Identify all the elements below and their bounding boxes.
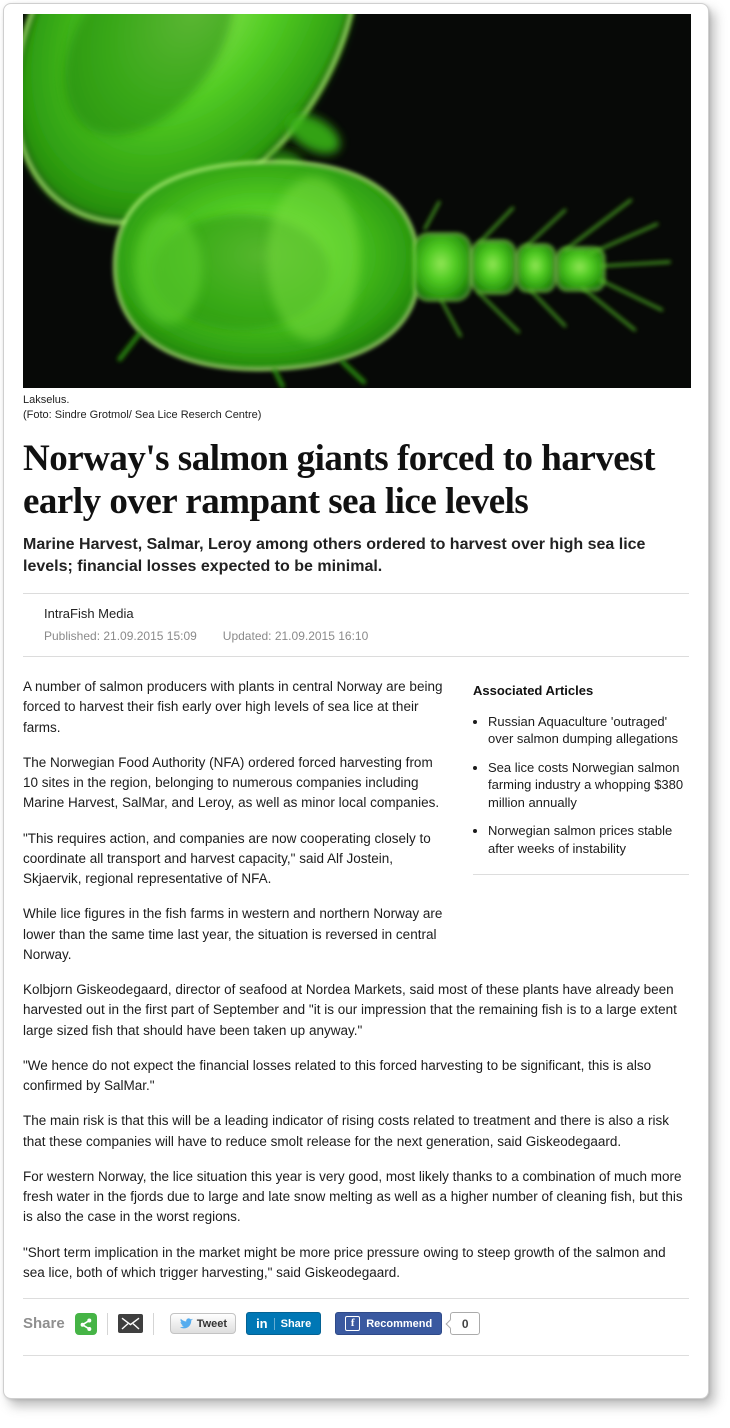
linkedin-share-label: Share <box>280 1317 312 1330</box>
sharethis-button[interactable] <box>75 1313 97 1335</box>
article-paragraph: "This requires action, and companies are now cooperating closely to coordinate all transport and harvest capacity," said Alf Jostein, Skjaervik, regional representative of NFA. <box>23 830 431 887</box>
article-paragraph: For western Norway, the lice situation this year is very good, most likely thanks to a combination of much more fresh water in the fjords due to large and late snow melting as well as a higher number of cleaning fish, but this is also the case in the worst regions. <box>23 1168 683 1225</box>
facebook-recommend-button[interactable] <box>335 1312 442 1335</box>
linkedin-button-divider <box>274 1318 275 1330</box>
linkedin-logo-icon: in <box>256 1316 268 1332</box>
associated-divider <box>473 874 689 875</box>
published-timestamp: Published: 21.09.2015 15:09 <box>44 629 197 644</box>
tweet-button[interactable] <box>170 1313 236 1334</box>
twitter-bird-icon <box>179 1318 193 1330</box>
article-paragraph: The main risk is that this will be a leading indicator of rising costs related to treatment and there is also a risk that these companies will have to reduce smolt release for the next generation, said Giskeodegaard. <box>23 1113 670 1149</box>
share-divider <box>107 1313 108 1335</box>
photo-caption-credit: (Foto: Sindre Grotmol/ Sea Lice Reserch Centre) <box>23 408 262 421</box>
associated-article-link[interactable]: • Norwegian salmon prices stable after weeks of instability <box>488 822 689 857</box>
share-nodes-icon <box>79 1317 93 1331</box>
sea-lice-illustration <box>23 14 691 388</box>
photo-caption-title: Lakselus. <box>23 394 70 406</box>
associated-article-link[interactable]: • Russian Aquaculture 'outraged' over salmon dumping allegations <box>488 713 689 748</box>
linkedin-share-button[interactable] <box>246 1312 321 1335</box>
article-standfirst: Marine Harvest, Salmar, Leroy among others ordered to harvest over high sea lice levels; financial losses expected to be minimal. <box>23 536 646 575</box>
facebook-recommend-count: 0 <box>450 1312 480 1335</box>
article-paragraph: The Norwegian Food Authority (NFA) ordered forced harvesting from 10 sites in the region, belonging to numerous companies including Marine Harvest, SalMar, and Leroy, as well as minor local companies. <box>23 754 440 811</box>
byline-meta <box>44 629 689 643</box>
photo-caption <box>23 393 689 423</box>
hero-figure <box>23 14 689 423</box>
facebook-recommend-label: Recommend <box>366 1317 433 1330</box>
article-paragraph: Kolbjorn Giskeodegaard, director of seafood at Nordea Markets, said most of these plants have already been harvested out in the first part of September and "it is our impression that the remaining fish is to a large extent large sized fish that should have been taken up anyway." <box>23 982 677 1038</box>
article-headline: Norway's salmon giants forced to harvest early over rampant sea lice levels <box>23 437 655 523</box>
article-paragraph: "Short term implication in the market might be more price pressure owing to steep growth of the salmon and sea lice, both of which trigger harvesting," said Giskeodegaard. <box>23 1244 666 1280</box>
share-bar <box>23 1298 689 1349</box>
byline-source: IntraFish Media <box>44 606 134 622</box>
article-paragraph: While lice figures in the fish farms in western and northern Norway are lower than the same time last year, the situation is reversed in central Norway. <box>23 906 443 962</box>
facebook-f-icon: f <box>345 1316 360 1331</box>
envelope-icon <box>121 1317 140 1330</box>
email-share-button[interactable] <box>118 1314 143 1333</box>
associated-articles <box>473 679 689 951</box>
share-label: Share <box>23 1315 65 1333</box>
article-paragraph: "We hence do not expect the financial losses related to this forced harvesting to be significant, this is also confirmed by SalMar." <box>23 1057 652 1094</box>
article-page <box>3 3 709 1399</box>
tweet-button-label: Tweet <box>196 1317 228 1330</box>
article-paragraph: A number of salmon producers with plants in central Norway are being forced to harvest their fish early over high levels of sea lice at their farms. <box>23 679 443 735</box>
byline-block <box>23 593 689 657</box>
share-divider <box>153 1313 154 1335</box>
sea-lice-photo <box>23 14 691 388</box>
associated-articles-title: Associated Articles <box>473 683 594 699</box>
associated-articles-list <box>473 713 689 858</box>
bottom-spacer <box>23 1356 689 1398</box>
associated-article-link[interactable]: • Sea lice costs Norwegian salmon farming industry a whopping $380 million annually <box>488 759 689 812</box>
article-body <box>23 677 689 1283</box>
updated-timestamp: Updated: 21.09.2015 16:10 <box>222 629 369 644</box>
